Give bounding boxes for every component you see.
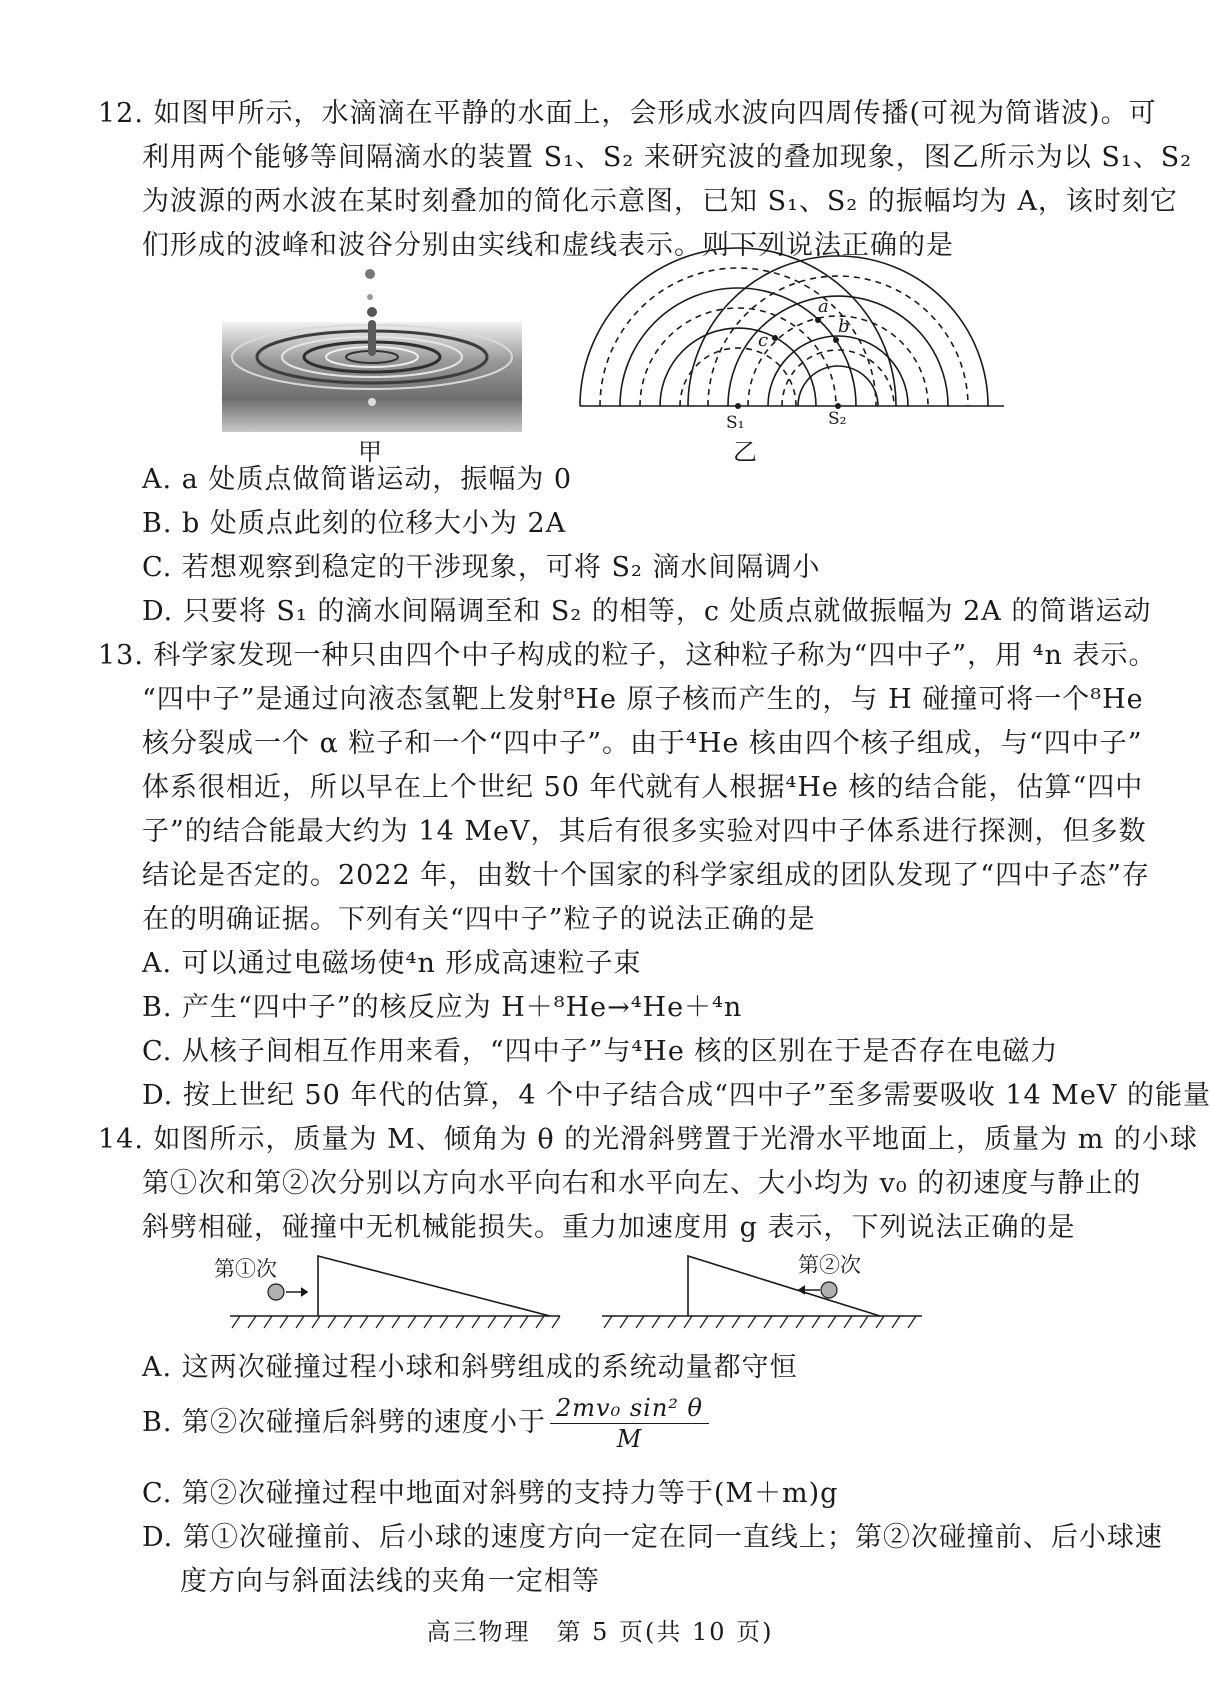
q12-option-a: A. a 处质点做简谐运动，振幅为 0 [142, 464, 573, 495]
q13-option-d: D. 按上世纪 50 年代的估算，4 个中子结合成“四中子”至多需要吸收 14 MeV 的能量 [142, 1080, 1211, 1111]
q13-line-3: 核分裂成一个 α 粒子和一个“四中子”。由于⁴He 核由四个核子组成，与“四中子” [142, 728, 1143, 759]
water-drop-figure [222, 262, 522, 432]
q12-option-d: D. 只要将 S₁ 的滴水间隔调至和 S₂ 的相等，c 处质点就做振幅为 2A 的简谐运动 [142, 596, 1152, 627]
q12-option-b: B. b 处质点此刻的位移大小为 2A [142, 508, 567, 539]
q14-option-b-prefix: B. 第②次碰撞后斜劈的速度小于 [142, 1407, 547, 1438]
q14-line-2: 第①次和第②次分别以方向水平向右和水平向左、大小均为 v₀ 的初速度与静止的 [142, 1168, 1142, 1199]
q14-option-b [142, 1388, 709, 1458]
figure-jia-caption: 甲 [358, 438, 382, 466]
q13-line-5: 子”的结合能最大约为 14 MeV，其后有很多实验对四中子体系进行探测，但多数 [142, 816, 1147, 847]
point-a [815, 317, 821, 323]
q13-line-2: “四中子”是通过向液态氢靶上发射⁸He 原子核而产生的，与 H 碰撞可将一个⁸He [142, 684, 1144, 715]
q13-option-c: C. 从核子间相互作用来看，“四中子”与⁴He 核的区别在于是否存在电磁力 [142, 1036, 1059, 1067]
wedge-figure-1 [214, 1252, 570, 1338]
fraction-numerator: 2mv₀ sin² θ [550, 1393, 709, 1424]
fraction [550, 1393, 709, 1454]
wedge-figure-2 [602, 1252, 932, 1338]
wave-interference-diagram [572, 262, 1012, 433]
q13-line-7: 在的明确证据。下列有关“四中子”粒子的说法正确的是 [142, 904, 816, 935]
fig-label-2: 第②次 [798, 1253, 861, 1277]
q13-line-6: 结论是否定的。2022 年，由数十个国家的科学家组成的团队发现了“四中子态”存 [142, 860, 1150, 891]
q14-line-3: 斜劈相碰，碰撞中无机械能损失。重力加速度用 g 表示，下列说法正确的是 [142, 1212, 1076, 1243]
ball-1 [268, 1284, 284, 1300]
page-footer: 高三物理 第 5 页(共 10 页) [426, 1618, 774, 1646]
q12-line-1: 12. 如图甲所示，水滴滴在平静的水面上，会形成水波向四周传播(可视为简谐波)。可 [98, 98, 1157, 129]
q14-option-a: A. 这两次碰撞过程小球和斜劈组成的系统动量都守恒 [142, 1352, 798, 1383]
q13-line-4: 体系很相近，所以早在上个世纪 50 年代就有人根据⁴He 核的结合能，估算“四中 [142, 772, 1144, 803]
q12-option-c: C. 若想观察到稳定的干涉现象，可将 S₂ 滴水间隔调小 [142, 552, 821, 583]
q13-option-a: A. 可以通过电磁场使⁴n 形成高速粒子束 [142, 948, 642, 979]
label-s2: S₂ [828, 409, 847, 429]
q12-line-4: 们形成的波峰和波谷分别由实线和虚线表示。则下列说法正确的是 [142, 230, 954, 261]
q14-line-1: 14. 如图所示，质量为 M、倾角为 θ 的光滑斜劈置于光滑水平地面上，质量为 m 的小球 [98, 1124, 1198, 1155]
q12-line-2: 利用两个能够等间隔滴水的装置 S₁、S₂ 来研究波的叠加现象，图乙所示为以 S₁、S₂ [142, 142, 1193, 173]
label-a: a [818, 296, 829, 317]
point-c [772, 335, 778, 341]
label-c: c [758, 330, 769, 351]
label-b: b [838, 316, 850, 337]
q14-option-c: C. 第②次碰撞过程中地面对斜劈的支持力等于(M＋m)g [142, 1478, 839, 1509]
figure-yi-caption: 乙 [733, 438, 757, 466]
q14-option-d-line-2: 度方向与斜面法线的夹角一定相等 [180, 1566, 600, 1597]
fraction-denominator: M [616, 1425, 643, 1453]
ball-2 [821, 1282, 837, 1298]
q13-line-1: 13. 科学家发现一种只由四个中子构成的粒子，这种粒子称为“四中子”，用 ⁴n 表示。 [98, 640, 1157, 671]
label-s1: S₁ [726, 413, 745, 433]
s1-point [735, 403, 741, 409]
q13-option-b: B. 产生“四中子”的核反应为 H＋⁸He→⁴He＋⁴n [142, 992, 743, 1023]
q12-line-3: 为波源的两水波在某时刻叠加的简化示意图，已知 S₁、S₂ 的振幅均为 A，该时刻它 [142, 186, 1178, 217]
fig-label-1: 第①次 [214, 1257, 277, 1281]
point-b [833, 337, 839, 343]
q14-option-d-line-1: D. 第①次碰撞前、后小球的速度方向一定在同一直线上；第②次碰撞前、后小球速 [142, 1522, 1163, 1553]
